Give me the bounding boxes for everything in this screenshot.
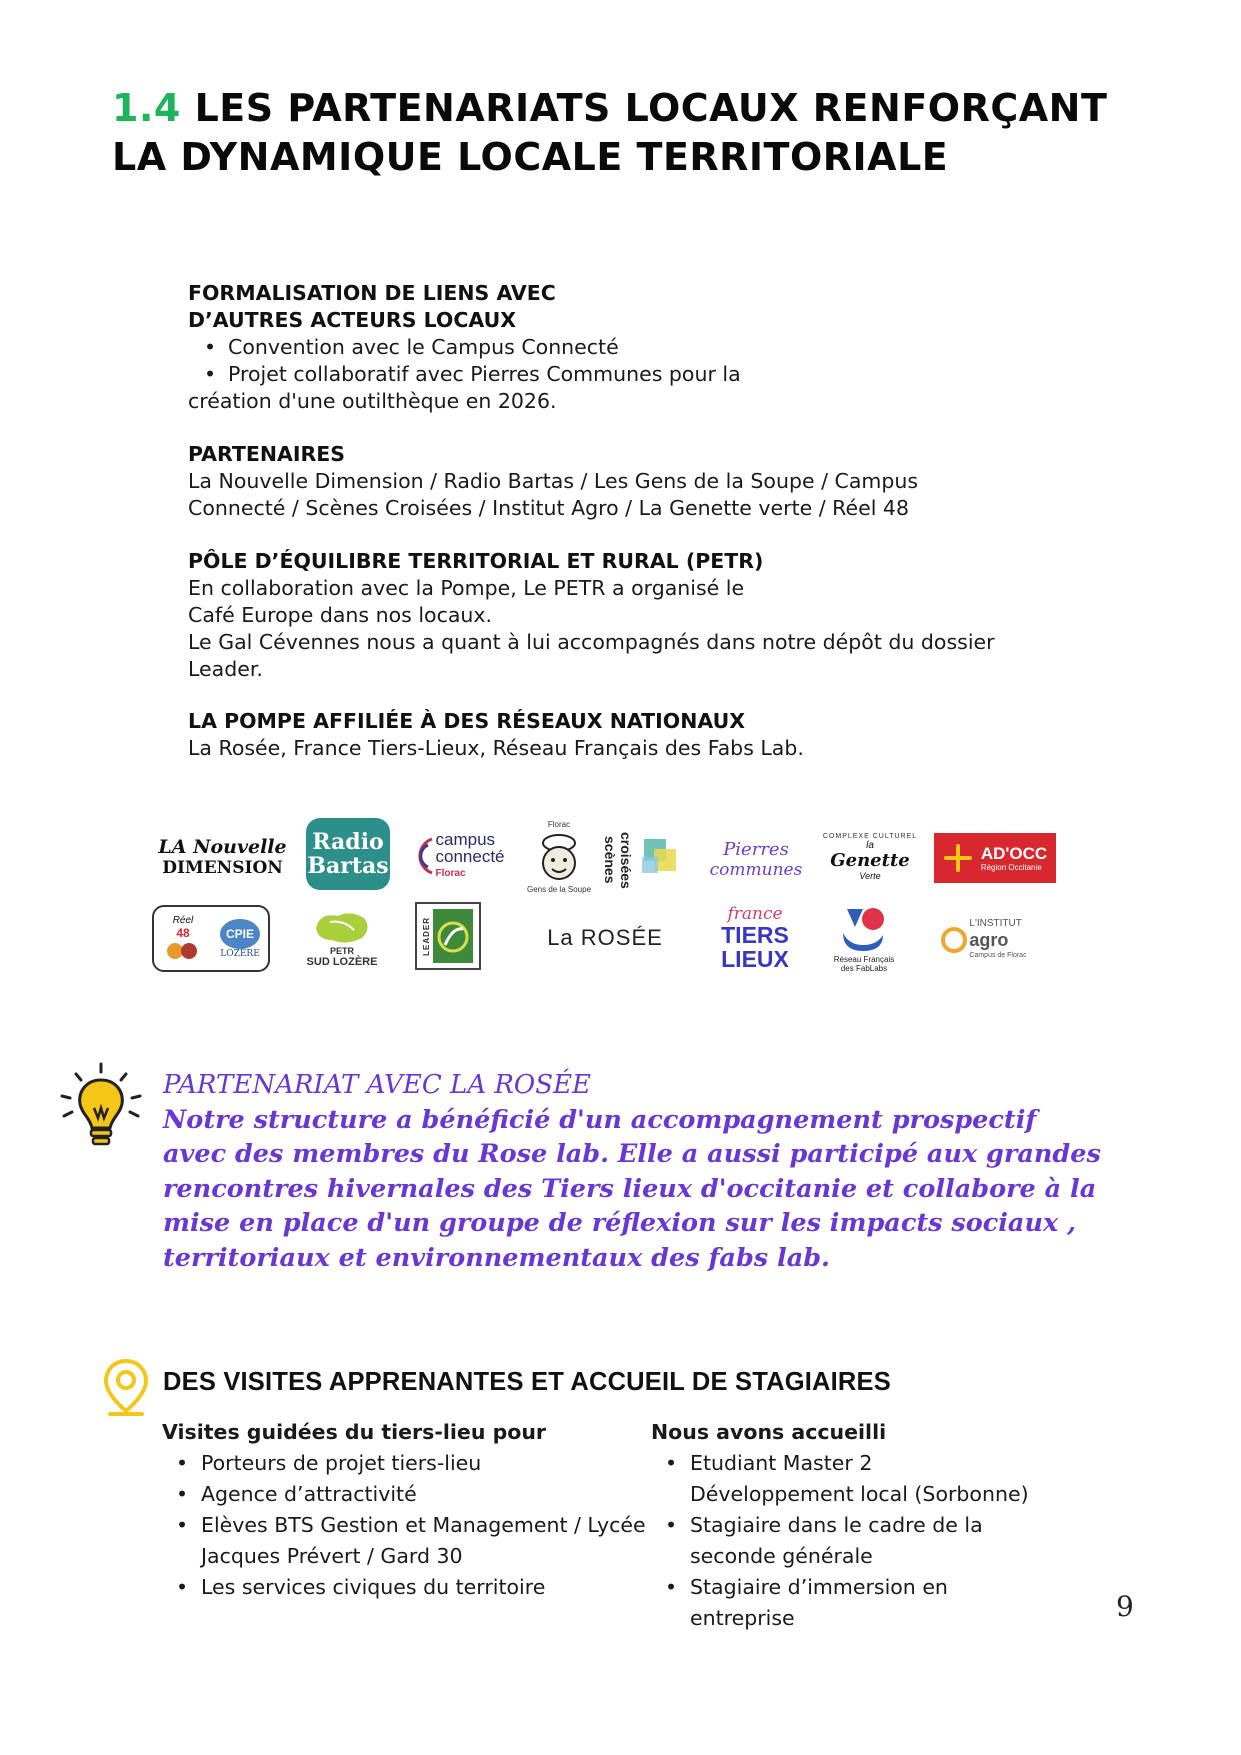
logo-text: 48: [176, 926, 190, 940]
logo-leader: [415, 902, 481, 970]
logo-radio-bartas: [306, 818, 390, 890]
logo-text: campus: [435, 829, 496, 849]
list-item: • Les services civiques du territoire: [162, 1572, 647, 1603]
tip-body: Notre structure a bénéficié d'un accompagnement prospectif avec des membres du Rose lab. Elle a aussi participé aux grandes rencontres hivernales des Tiers lieux d'occitanie et collabore à la mise en place d'un groupe de réflexion sur les impacts sociaux , territoriaux et environnementaux des fabs lab.: [163, 1104, 1101, 1273]
agro-ring-icon: [939, 925, 969, 955]
logo-reel48-cpie: [152, 905, 270, 972]
visits-right-list: [651, 1448, 1036, 1634]
formalisation-continuation: création d'une outilthèque en 2026.: [188, 389, 557, 413]
logo-text: LA Nouvelle: [158, 836, 287, 858]
petr-map-icon: [310, 908, 374, 946]
logo-text: agro: [969, 930, 1009, 950]
reseaux-heading: LA POMPE AFFILIÉE À DES RÉSEAUX NATIONAUX: [188, 709, 746, 733]
section-reseaux: [188, 708, 1088, 762]
list-item: • Convention avec le Campus Connecté: [202, 334, 1088, 361]
list-item: • Stagiaire dans le cadre de la seconde générale: [651, 1510, 1036, 1572]
logo-text: Région Occitanie: [980, 863, 1042, 872]
list-item: • Etudiant Master 2 Développement local (Sorbonne): [651, 1448, 1036, 1510]
list-item: • Projet collaboratif avec Pierres Communes pour la: [202, 361, 1088, 388]
logo-nouvelle-dimension: [150, 832, 295, 882]
logo-text: Radio: [312, 829, 384, 855]
logo-text: Pierres: [723, 839, 789, 860]
section-petr: [188, 548, 1068, 683]
logo-text: Florac: [435, 867, 466, 879]
partenaires-text: La Nouvelle Dimension / Radio Bartas / Les Gens de la Soupe / Campus Connecté / Scènes Croisées / Institut Agro / La Genette verte / Réel 48: [188, 469, 919, 520]
list-item: • Elèves BTS Gestion et Management / Lycée Jacques Prévert / Gard 30: [162, 1510, 647, 1572]
location-pin-icon: [100, 1357, 152, 1417]
logo-petr-sud-lozere: [302, 902, 382, 974]
logo-campus-connecte: [400, 826, 510, 886]
logo-text: connecté: [435, 846, 505, 866]
logo-pierres-communes: [703, 834, 809, 886]
logo-text: LEADER: [421, 916, 431, 956]
logo-text: L'INSTITUT: [969, 918, 1022, 929]
occitan-cross-icon: [943, 843, 973, 873]
logo-text: des FabLabs: [840, 964, 888, 973]
list-item: • Agence d’attractivité: [162, 1479, 647, 1510]
section-number: 1.4: [112, 86, 181, 130]
logo-text: PETR: [329, 946, 354, 956]
page-number: 9: [1116, 1590, 1134, 1623]
logo-text: communes: [709, 860, 803, 880]
logo-text: AD'OCC: [980, 844, 1048, 863]
logo-text: croisées: [618, 831, 634, 889]
section-formalisation: [188, 280, 1088, 415]
soup-character-icon: [534, 829, 584, 885]
logo-text: la: [866, 840, 874, 851]
logo-adocc: [934, 833, 1056, 883]
section-partenaires: [188, 441, 1018, 522]
logo-text: La ROSÉE: [547, 925, 663, 950]
logo-text: CPIE: [220, 919, 260, 949]
campus-arc-icon: [406, 833, 436, 879]
petr-line-2: Café Europe dans nos locaux.: [188, 603, 493, 627]
formalisation-heading-1: FORMALISATION DE LIENS AVEC: [188, 281, 556, 305]
logo-reseau-fablabs: [816, 898, 912, 980]
scenes-squares-icon: [634, 833, 688, 887]
logo-text: Florac: [547, 820, 571, 829]
logo-text: Genette: [830, 850, 910, 871]
visits-heading: DES VISITES APPRENANTES ET ACCUEIL DE STAGIAIRES: [163, 1368, 891, 1396]
visits-left-heading: Visites guidées du tiers-lieu pour: [162, 1420, 547, 1444]
partenaires-heading: PARTENAIRES: [188, 442, 346, 466]
logo-text: Réseau Français: [833, 955, 895, 964]
reseaux-text: La Rosée, France Tiers-Lieux, Réseau Français des Fabs Lab.: [188, 736, 804, 760]
list-item: • Porteurs de projet tiers-lieu: [162, 1448, 647, 1479]
logo-text: TIERS: [721, 922, 789, 948]
logo-genette-verte: [820, 814, 920, 900]
logo-text: Verte: [859, 871, 881, 881]
petr-line-3: Le Gal Cévennes nous a quant à lui accompagnés dans notre dépôt du dossier Leader.: [188, 630, 995, 681]
logo-institut-agro: [928, 915, 1038, 965]
logo-la-rosee: [545, 920, 665, 956]
logo-text: france: [727, 904, 783, 924]
page-title: [112, 84, 1112, 182]
logo-text: DIMENSION: [162, 858, 283, 878]
logo-text: COMPLEXE CULTUREL: [822, 833, 918, 840]
visits-left-column: [162, 1418, 647, 1603]
logo-text: LIEUX: [721, 946, 789, 972]
petr-heading: PÔLE D’ÉQUILIBRE TERRITORIAL ET RURAL (PETR): [188, 549, 764, 573]
logo-scenes-croisees: [590, 820, 700, 900]
logo-france-tiers-lieux: [712, 900, 798, 976]
leader-leaf-icon: [431, 907, 475, 965]
visits-left-list: [162, 1448, 647, 1603]
logo-text: Bartas: [307, 853, 389, 879]
logo-gens-de-la-soupe: [518, 812, 600, 902]
visits-right-heading: Nous avons accueilli: [651, 1420, 887, 1444]
partner-logos: [150, 812, 1070, 982]
logo-text: Réel: [172, 915, 194, 926]
logo-text: LOZÈRE: [220, 948, 260, 959]
section-title-text: LES PARTENARIATS LOCAUX RENFORÇANT LA DYNAMIQUE LOCALE TERRITORIALE: [112, 86, 1108, 179]
tip-title: PARTENARIAT AVEC LA ROSÉE: [163, 1070, 592, 1100]
formalisation-heading-2: D’AUTRES ACTEURS LOCAUX: [188, 308, 517, 332]
lightbulb-icon: [56, 1060, 146, 1160]
visits-right-column: [651, 1418, 1036, 1634]
logo-text: SUD LOZÈRE: [306, 956, 378, 968]
logo-text: Campus de Florac: [969, 952, 1027, 959]
petr-line-1: En collaboration avec la Pompe, Le PETR a organisé le: [188, 576, 745, 600]
logo-text: Gens de la Soupe: [526, 885, 592, 894]
list-item: • Stagiaire d’immersion en entreprise: [651, 1572, 1036, 1634]
formalisation-list: [188, 334, 1088, 388]
tip-box: [163, 1068, 1103, 1275]
fablab-shapes-icon: [837, 905, 891, 955]
logo-text: scènes: [602, 836, 618, 884]
reel-flower-icon: [163, 940, 203, 962]
